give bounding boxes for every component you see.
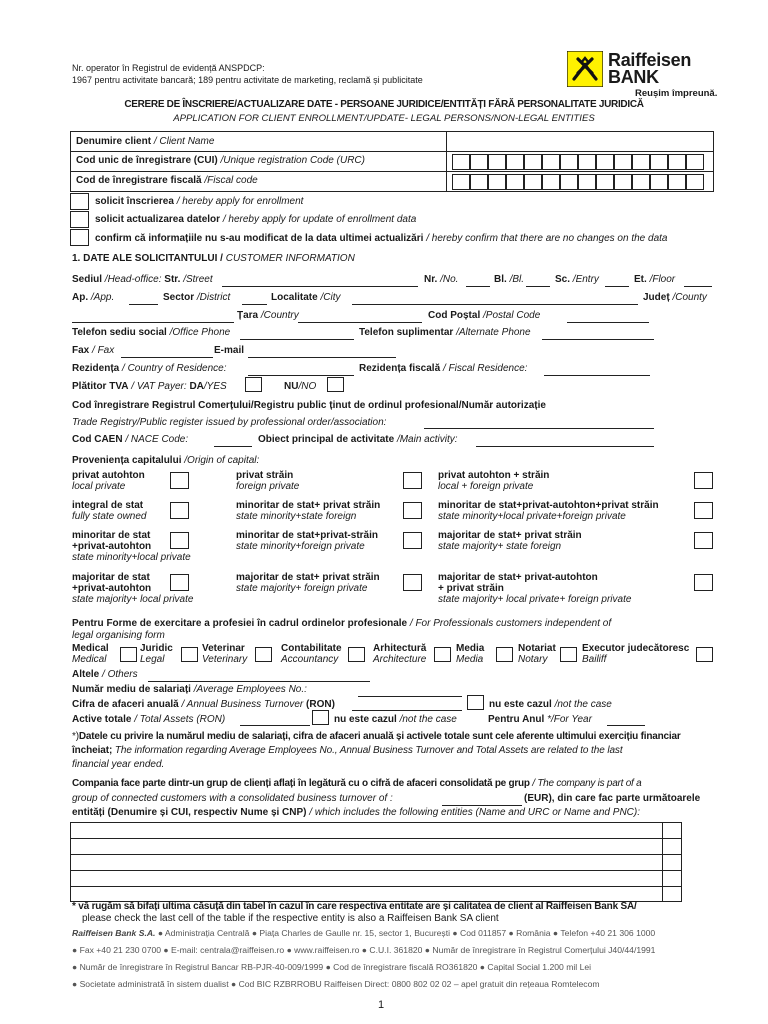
entity-client-checkbox[interactable] — [663, 823, 681, 837]
capital-option-label: minoritar de stat+privat-străin state minority+foreign private — [236, 530, 378, 552]
digit-cell[interactable] — [488, 154, 506, 170]
floor-label: Et. /Floor — [634, 274, 676, 285]
footer-line-4: ● Societate administrată în sistem dualist ● Cod BIC RZBRROBU Raiffeisen Direct: 0800 802 02 02 – apel gratuit din rețeaua Romtelecom — [72, 979, 600, 989]
digit-cell[interactable] — [452, 154, 470, 170]
postal-code-input[interactable] — [567, 322, 649, 323]
email-input[interactable] — [248, 357, 396, 358]
for-year-input[interactable] — [607, 725, 645, 726]
profession-checkbox[interactable] — [496, 647, 513, 662]
digit-cell[interactable] — [632, 154, 650, 170]
fax-label: Fax / Fax — [72, 345, 115, 356]
capital-option-checkbox[interactable] — [694, 502, 713, 519]
entity-row-input[interactable] — [71, 871, 661, 885]
entity-row-input[interactable] — [71, 855, 661, 869]
footer-line-2: ● Fax +40 21 230 0700 ● E-mail: centrala@raiffeisen.ro ● www.raiffeisen.ro ● C.U.I. 361820 ● Număr de înregistrare în Registrul Comerțului J40/44/1991 — [72, 945, 656, 955]
profession-checkbox[interactable] — [434, 647, 451, 662]
employees-label: Număr mediu de salariați /Average Employees No.: — [72, 684, 307, 695]
capital-option-checkbox[interactable] — [694, 574, 713, 591]
capital-option-label: minoritar de stat+privat-autohton+privat străin state minority+local private+foreign private — [438, 500, 659, 522]
capital-option-label: majoritar de stat+ privat-autohton + privat străin state majority+ local private+ foreign private — [438, 572, 632, 605]
brand-bank: BANK — [608, 67, 659, 87]
digit-cell[interactable] — [596, 154, 614, 170]
digit-cell[interactable] — [614, 154, 632, 170]
profession-label: Contabilitate Accountancy — [281, 643, 342, 665]
capital-option-checkbox[interactable] — [170, 472, 189, 489]
profession-label: Veterinar Veterinary — [202, 643, 248, 665]
others-label: Altele / Others — [72, 669, 138, 680]
profession-checkbox[interactable] — [120, 647, 137, 662]
group-text-3: entități (Denumire și CUI, respectiv Nume și CNP) / which includes the following entities (Name and URC or Name and PNC): — [72, 807, 640, 818]
capital-option-checkbox[interactable] — [403, 532, 422, 549]
option-no-change-label: confirm că informațiile nu s-au modificat de la data ultimei actualizări / hereby confirm that there are no changes on the data — [95, 233, 668, 244]
profession-label: Arhitectură Architecture — [373, 643, 427, 665]
profession-label: Notariat Notary — [518, 643, 556, 665]
vat-no-checkbox[interactable] — [327, 377, 344, 392]
capital-option-checkbox[interactable] — [403, 472, 422, 489]
digit-cell[interactable] — [470, 174, 488, 190]
country-label: Țara /Country — [237, 310, 299, 321]
digit-cell[interactable] — [650, 154, 668, 170]
registry-label: Cod înregistrare Registrul Comerțului/Registru public ținut de ordinul profesional/Număr autorizație — [72, 400, 546, 411]
capital-option-checkbox[interactable] — [170, 574, 189, 591]
client-name-label: Denumire client / Client Name — [76, 136, 215, 147]
profession-label: Juridic Legal — [140, 643, 173, 665]
operator-line-1: Nr. operator în Registrul de evidență ANSPDCP: — [72, 63, 265, 73]
digit-cell[interactable] — [614, 174, 632, 190]
entity-client-checkbox[interactable] — [663, 871, 681, 885]
option-enroll-label: solicit înscrierea / hereby apply for enrollment — [95, 196, 304, 207]
total-assets-input[interactable] — [240, 725, 310, 726]
turnover-input[interactable] — [352, 710, 462, 711]
postal-code-label: Cod Poștal /Postal Code — [428, 310, 541, 321]
entity-client-checkbox[interactable] — [663, 839, 681, 853]
capital-option-checkbox[interactable] — [403, 502, 422, 519]
no-change-checkbox[interactable] — [70, 229, 89, 246]
apartment-input[interactable] — [129, 304, 158, 305]
residence-label: Rezidența / Country of Residence: — [72, 363, 227, 374]
capital-option-label: majoritar de stat+ privat străin state majority+ state foreign — [438, 530, 582, 552]
registry-label-en: Trade Registry/Public register issued by professional order/association: — [72, 417, 387, 428]
capital-option-label: minoritar de stat +privat-autohton state minority+local private — [72, 530, 191, 563]
block-input[interactable] — [526, 286, 550, 287]
client-name-input[interactable] — [448, 133, 712, 149]
number-label: Nr. /No. — [424, 274, 459, 285]
residence-input[interactable] — [248, 375, 354, 376]
apartment-label: Ap. /App. — [72, 292, 115, 303]
fiscal-residence-label: Rezidența fiscală / Fiscal Residence: — [359, 363, 528, 374]
digit-cell[interactable] — [506, 174, 524, 190]
profession-label: Medical Medical — [72, 643, 109, 665]
footnote-en: please check the last cell of the table if the respective entity is also a Raiffeisen Bank SA client — [82, 913, 499, 924]
capital-option-checkbox[interactable] — [694, 472, 713, 489]
turnover-na-label: nu este cazul /not the case — [489, 699, 612, 710]
entry-label: Sc. /Entry — [555, 274, 599, 285]
profession-label: Media Media — [456, 643, 485, 665]
vat-yes-checkbox[interactable] — [245, 377, 262, 392]
digit-cell[interactable] — [542, 174, 560, 190]
entity-row-input[interactable] — [71, 823, 661, 837]
profession-label: Executor judecătoresc Bailiff — [582, 643, 690, 665]
group-text-eur: (EUR), din care fac parte următoarele — [524, 793, 701, 804]
entity-row-input[interactable] — [71, 887, 661, 901]
capital-option-checkbox[interactable] — [694, 532, 713, 549]
digit-cell[interactable] — [524, 174, 542, 190]
brand-name: Raiffeisen — [608, 50, 692, 70]
turnover-na-checkbox[interactable] — [467, 695, 484, 710]
office-phone-label: Telefon sediu social /Office Phone — [72, 327, 231, 338]
group-turnover-input[interactable] — [442, 805, 522, 806]
enroll-checkbox[interactable] — [70, 193, 89, 210]
city-input[interactable] — [352, 304, 638, 305]
office-phone-input[interactable] — [240, 339, 354, 340]
capital-option-label: privat autohton local private — [72, 470, 145, 492]
digit-cell[interactable] — [578, 174, 596, 190]
alternate-phone-input[interactable] — [542, 339, 654, 340]
block-label: Bl. /Bl. — [494, 274, 525, 285]
group-text-1: Compania face parte dintr-un grup de clienți aflați în legătură cu o cifră de afaceri consolidată pe grup / The company is part of a — [72, 778, 642, 789]
digit-cell[interactable] — [650, 174, 668, 190]
digit-cell[interactable] — [506, 154, 524, 170]
fiscal-code-label: Cod de înregistrare fiscală /Fiscal code — [76, 175, 258, 186]
county-input[interactable] — [72, 322, 234, 323]
entity-client-checkbox[interactable] — [663, 855, 681, 869]
digit-cell[interactable] — [578, 154, 596, 170]
capital-option-checkbox[interactable] — [170, 502, 189, 519]
financial-note-en-2: financial year ended. — [72, 759, 165, 770]
operator-line-2: 1967 pentru activitate bancară; 189 pentru activitate de marketing, reclamă și publicitate — [72, 75, 423, 85]
digit-cell[interactable] — [560, 154, 578, 170]
capital-option-checkbox[interactable] — [403, 574, 422, 591]
assets-na-checkbox[interactable] — [312, 710, 329, 725]
alternate-phone-label: Telefon suplimentar /Alternate Phone — [359, 327, 531, 338]
footnote-ro: * vă rugăm să bifați ultima căsuță din tabel în cazul în care respectiva entitate are și calitatea de client al Raiffeisen Bank SA/ — [72, 901, 637, 912]
profession-checkbox[interactable] — [348, 647, 365, 662]
email-label: E-mail — [214, 345, 245, 356]
fax-input[interactable] — [121, 357, 213, 358]
county-label: Județ /County — [643, 292, 707, 303]
street-input[interactable] — [222, 286, 418, 287]
capital-option-label: privat autohton + străin local + foreign private — [438, 470, 550, 492]
brand-slogan: Reușim împreună. — [635, 88, 718, 99]
number-input[interactable] — [466, 286, 490, 287]
form-subtitle: APPLICATION FOR CLIENT ENROLLMENT/UPDATE- LEGAL PERSONS/NON-LEGAL ENTITIES — [173, 113, 595, 124]
nace-label: Cod CAEN / NACE Code: — [72, 434, 189, 445]
profession-checkbox[interactable] — [560, 647, 577, 662]
entity-row-input[interactable] — [71, 839, 661, 853]
capital-option-label: minoritar de stat+ privat străin state minority+state foreign — [236, 500, 381, 522]
district-input[interactable] — [242, 304, 267, 305]
nace-input[interactable] — [214, 446, 252, 447]
professions-title: Pentru Forme de exercitare a profesiei în cadrul ordinelor profesionale / For Professionals customers independent of — [72, 618, 612, 629]
section-1-title: 1. DATE ALE SOLICITANTULUI / CUSTOMER INFORMATION — [72, 253, 355, 264]
main-activity-input[interactable] — [476, 446, 654, 447]
digit-cell[interactable] — [596, 174, 614, 190]
footer-line-3: ● Număr de înregistrare în Registrul Bancar RB-PJR-40-009/1999 ● Cod de înregistrare fiscală RO361820 ● Capital Social 1.200 mil Lei — [72, 962, 592, 972]
capital-option-checkbox[interactable] — [170, 532, 189, 549]
entry-input[interactable] — [605, 286, 629, 287]
digit-cell[interactable] — [452, 174, 470, 190]
assets-na-label: nu este cazul /not the case — [334, 714, 457, 725]
vat-payer-label: Plătitor TVA / VAT Payer: DA/YES — [72, 381, 227, 392]
fiscal-residence-input[interactable] — [544, 375, 650, 376]
footer-line-1: Raiffeisen Bank S.A. ● Administrația Centrală ● Piața Charles de Gaulle nr. 15, sector 1, București ● Cod 011857 ● România ● Telefon +40 21 306 1000 — [72, 928, 656, 938]
page-number: 1 — [378, 999, 385, 1011]
registry-input[interactable] — [424, 428, 654, 429]
capital-option-label: majoritar de stat +privat-autohton state majority+ local private — [72, 572, 194, 605]
digit-cell[interactable] — [632, 174, 650, 190]
digit-cell[interactable] — [470, 154, 488, 170]
floor-input[interactable] — [684, 286, 712, 287]
main-activity-label: Obiect principal de activitate /Main activity: — [258, 434, 458, 445]
entity-client-checkbox[interactable] — [663, 887, 681, 901]
city-label: Localitate /City — [271, 292, 341, 303]
profession-checkbox[interactable] — [255, 647, 272, 662]
option-update-label: solicit actualizarea datelor / hereby apply for update of enrollment data — [95, 214, 417, 225]
total-assets-label: Active totale / Total Assets (RON) — [72, 714, 226, 725]
form-title: CERERE DE ÎNSCRIERE/ACTUALIZARE DATE - PERSOANE JURIDICE/ENTITĂȚI FĂRĂ PERSONALITATE JURIDICĂ — [124, 99, 644, 110]
vat-no-label: NU/NO — [284, 381, 317, 392]
digit-cell[interactable] — [686, 154, 704, 170]
professions-title-en: legal organising form — [72, 630, 165, 641]
cui-label: Cod unic de înregistrare (CUI) /Unique registration Code (URC) — [76, 155, 365, 166]
digit-cell[interactable] — [560, 174, 578, 190]
update-checkbox[interactable] — [70, 211, 89, 228]
digit-cell[interactable] — [542, 154, 560, 170]
for-year-label: Pentru Anul */For Year — [488, 714, 592, 725]
head-office-label: Sediul /Head-office: Str. /Street — [72, 274, 213, 285]
group-text-2: group of connected customers with a consolidated business turnover of : — [72, 793, 393, 804]
others-input[interactable] — [148, 681, 370, 682]
district-label: Sector /District — [163, 292, 231, 303]
digit-cell[interactable] — [488, 174, 506, 190]
digit-cell[interactable] — [668, 174, 686, 190]
financial-note-en: încheiat; The information regarding Average Employees No., Annual Business Turnover and Total Assets are related to the last — [72, 745, 623, 756]
capital-option-label: privat străin foreign private — [236, 470, 300, 492]
financial-note-ro: *)Datele cu privire la numărul mediu de salariați, cifra de afaceri anuală și activele totale sunt cele aferente ultimului exercițiu financiar — [72, 731, 681, 742]
profession-checkbox[interactable] — [696, 647, 713, 662]
raiffeisen-logo-icon — [567, 51, 603, 87]
capital-option-label: majoritar de stat+ privat străin state majority+ foreign private — [236, 572, 380, 594]
capital-option-label: integral de stat fully state owned — [72, 500, 147, 522]
turnover-label: Cifra de afaceri anuală / Annual Business Turnover (RON) — [72, 699, 335, 710]
digit-cell[interactable] — [524, 154, 542, 170]
employees-input[interactable] — [358, 696, 462, 697]
digit-cell[interactable] — [686, 174, 704, 190]
profession-checkbox[interactable] — [181, 647, 198, 662]
digit-cell[interactable] — [668, 154, 686, 170]
country-input[interactable] — [298, 322, 422, 323]
capital-origin-title: Proveniența capitalului /Origin of capital: — [72, 455, 260, 466]
